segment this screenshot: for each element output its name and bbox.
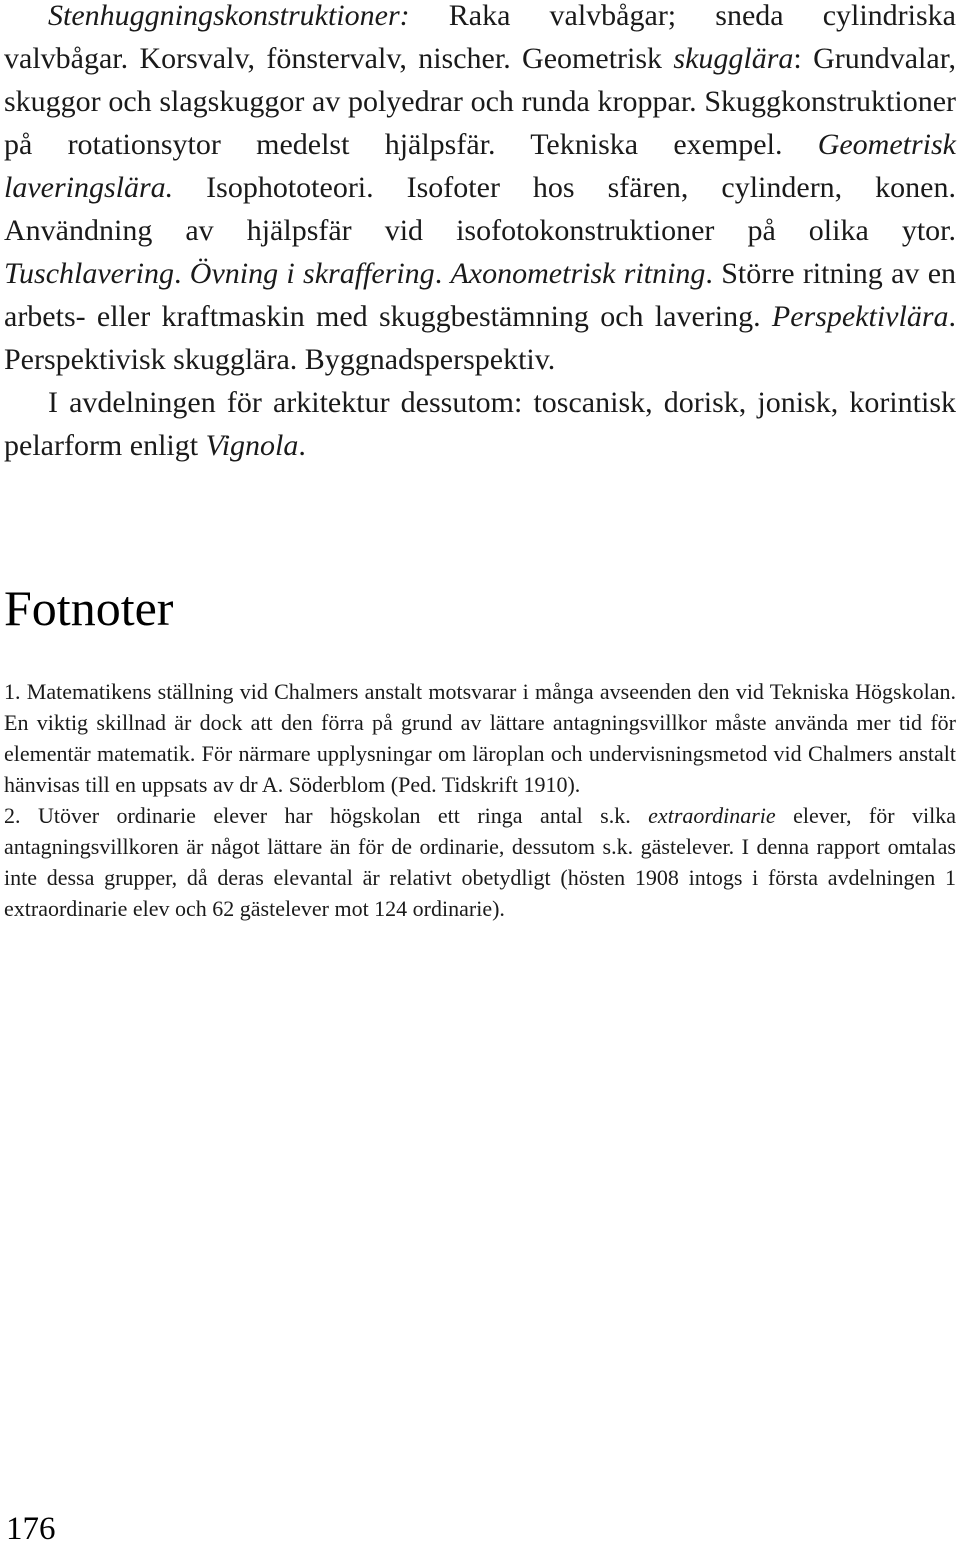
paragraph-architecture: I avdelningen för arkitektur dessutom: toscanisk, dorisk, jonisk, korintisk pelarform enligt Vignola. xyxy=(4,386,956,462)
term-axonometrisk: Axonometrisk ritning xyxy=(450,257,706,290)
footnote-2: 2. Utöver ordinarie elever har högskolan ett ringa antal s.k. extraordinarie elever, för vilka antagningsvillkoren är något lättare än för de ordinarie, dessutom s.k. gästelever. I denna rapport omtalas inte dessa grupper, då deras elevantal är relativt obetydligt (hösten 1908 intogs i första avdelningen 1 extraordinarie elev och 62 gästelever mot 124 ordinarie). xyxy=(4,803,956,921)
body-text xyxy=(4,0,956,467)
term-skugglara: skugglära xyxy=(673,42,794,75)
footnotes-heading: Fotnoter xyxy=(4,580,174,636)
term-vignola: Vignola xyxy=(205,429,299,462)
term-skraffering: Övning i skraffering xyxy=(189,257,435,290)
page-number: 176 xyxy=(6,1511,56,1547)
term-perspektivlara: Perspektivlära xyxy=(771,300,949,333)
footnotes-list xyxy=(4,676,956,924)
term-laveringslara: Geometrisk laveringslära. xyxy=(4,128,956,204)
term-tuschlavering: Tuschlavering xyxy=(4,257,174,290)
paragraph-curriculum: Stenhuggningskonstruktioner: Raka valvbågar; sneda cylindriska valvbågar. Korsvalv, fönstervalv, nischer. Geometrisk skugglära: Grundvalar, skuggor och slagskuggor av polyedrar och runda kroppar. Skuggkonstruktioner på rotationsytor medelst hjälpsfär. Tekniska exempel. Geometrisk laveringslära. Isophototeori. Isofoter hos sfären, cylindern, konen. Användning av hjälpsfär vid isofotokonstruktioner på olika ytor. Tuschlavering. Övning i skraffering. Axonometrisk ritning. Större ritning av en arbets- eller kraftmaskin med skuggbestämning och lavering. Perspektivlära. Perspektivisk skugglära. Byggnadsperspektiv. xyxy=(4,0,957,376)
term-stenhuggning: Stenhuggningskonstruktioner: xyxy=(48,0,410,32)
footnote-1: 1. Matematikens ställning vid Chalmers anstalt motsvarar i många avseenden den vid Tekniska Högskolan. En viktig skillnad är dock att den förra på grund av lättare antagningsvillkor måste använda mer tid för elementär matematik. För närmare upplysningar om läroplan och undervisningsmetod vid Chalmers anstalt hänvisas till en uppsats av dr A. Söderblom (Ped. Tidskrift 1910). xyxy=(4,679,956,797)
term-extraordinarie: extraordinarie xyxy=(648,803,776,828)
